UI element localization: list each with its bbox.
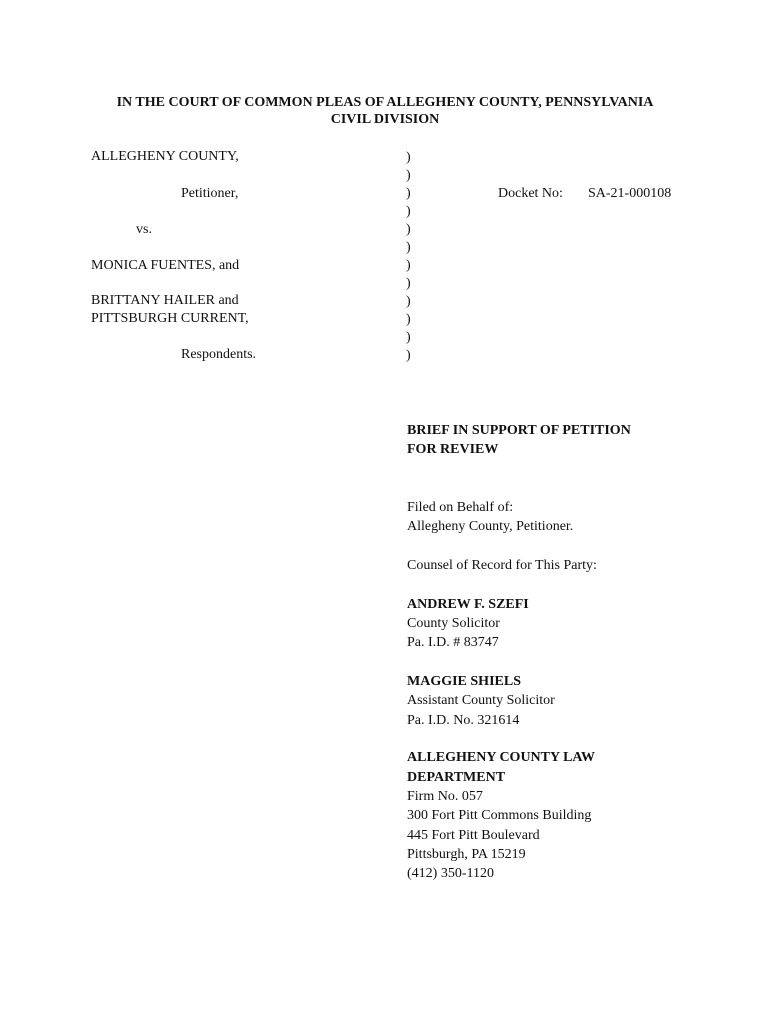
counsel-id: Pa. I.D. No. 321614 — [407, 713, 520, 728]
firm-name-line1: ALLEGHENY COUNTY LAW — [407, 750, 595, 765]
caption-paren: ) — [406, 150, 411, 165]
counsel-name: ANDREW F. SZEFI — [407, 597, 529, 612]
counsel-name: MAGGIE SHIELS — [407, 674, 521, 689]
petitioner-role: Petitioner, — [181, 186, 239, 201]
court-heading-line1: IN THE COURT OF COMMON PLEAS OF ALLEGHENY COUNTY, PENNSYLVANIA — [116, 95, 654, 110]
respondent-role: Respondents. — [181, 347, 257, 362]
caption-paren: ) — [406, 222, 411, 237]
firm-address-line1: 300 Fort Pitt Commons Building — [407, 808, 592, 823]
versus-label: vs. — [136, 222, 152, 237]
counsel-id: Pa. I.D. # 83747 — [407, 635, 499, 650]
document-title-line2: FOR REVIEW — [407, 442, 499, 457]
firm-city-state-zip: Pittsburgh, PA 15219 — [407, 847, 526, 862]
petitioner-name: ALLEGHENY COUNTY, — [91, 149, 239, 164]
filing-party: Allegheny County, Petitioner. — [407, 519, 574, 534]
caption-paren: ) — [406, 348, 411, 363]
respondent-2-line2: PITTSBURGH CURRENT, — [91, 311, 249, 326]
respondent-2-line1: BRITTANY HAILER and — [91, 293, 239, 308]
caption-paren: ) — [406, 258, 411, 273]
filed-on-behalf-label: Filed on Behalf of: — [407, 500, 514, 515]
caption-paren: ) — [406, 204, 411, 219]
caption-paren: ) — [406, 186, 411, 201]
counsel-title: County Solicitor — [407, 616, 500, 631]
counsel-of-record-label: Counsel of Record for This Party: — [407, 558, 597, 573]
document-title-line1: BRIEF IN SUPPORT OF PETITION — [407, 423, 631, 438]
counsel-title: Assistant County Solicitor — [407, 693, 555, 708]
caption-paren: ) — [406, 168, 411, 183]
respondent-1: MONICA FUENTES, and — [91, 258, 240, 273]
firm-number: Firm No. 057 — [407, 789, 483, 804]
caption-paren: ) — [406, 312, 411, 327]
caption-paren: ) — [406, 294, 411, 309]
docket-label: Docket No: — [498, 186, 563, 201]
caption-paren: ) — [406, 276, 411, 291]
firm-name-line2: DEPARTMENT — [407, 770, 506, 785]
caption-paren: ) — [406, 330, 411, 345]
court-heading-line2: CIVIL DIVISION — [330, 112, 440, 127]
docket-number: SA-21-000108 — [588, 186, 672, 201]
firm-address-line2: 445 Fort Pitt Boulevard — [407, 828, 540, 843]
caption-paren: ) — [406, 240, 411, 255]
firm-phone: (412) 350-1120 — [407, 866, 494, 881]
